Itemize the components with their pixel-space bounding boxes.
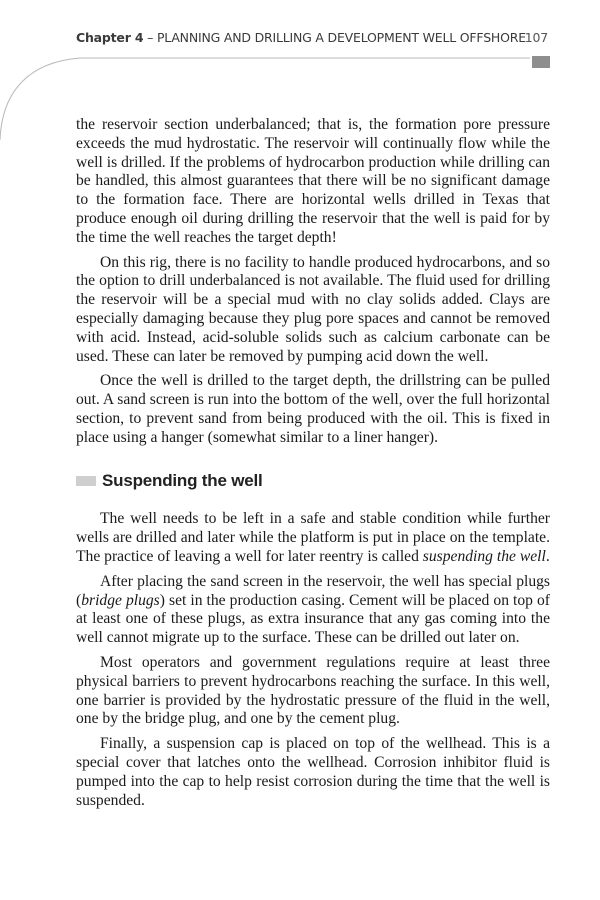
running-header [76,30,550,45]
header-separator: – [143,30,157,45]
paragraph: the reservoir section underbalanced; that is, the formation pore pressure exceeds the mud hydrostatic. The reservoir will continually flow while the well is drilled. If the problems of hydrocarbon production while drilling can be handled, this almost guarantees that there will be no significant damage to the formation face. There are horizontal wells drilled in Texas that produce enough oil during drilling the reservoir that the well is paid for by the time the well reaches the target depth! [76,116,550,246]
paragraph-text: After placing the sand screen in the reservoir, the well has special plugs ( [76,572,550,609]
section-heading [76,472,550,491]
section-heading-text: Suspending the well [102,470,263,490]
paragraph-text: ) set in the production casing. Cement will be placed on top of at least one of these plugs, as extra insurance that any gas coming into the well cannot migrate up to the surface. These can be drilled out later on. [76,591,551,647]
paragraph [76,573,550,648]
italic-term: bridge plugs [81,591,160,609]
chapter-tab-mark [532,56,550,68]
paragraph: Most operators and government regulations require at least three physical barriers to prevent hydrocarbons reaching the surface. In this well, one barrier is provided by the hydrostatic pressure of the fluid in the well, one by the bridge plug, and one by the cement plug. [76,653,550,728]
body-text [76,116,550,816]
paragraph-text: . [545,547,550,565]
paragraph-text: The well needs to be left in a safe and stable condition while further wells are drilled and later while the platform is put in place on the template. The practice of leaving a well for later reentry is called [76,510,550,565]
chapter-title: PLANNING AND DRILLING A DEVELOPMENT WELL OFFSHORE [156,30,526,45]
paragraph: Finally, a suspension cap is placed on top of the wellhead. This is a special cover that latches onto the wellhead. Corrosion inhibitor fluid is pumped into the cap to help resist corrosion during the time that the well is suspended. [76,735,550,809]
paragraph: On this rig, there is no facility to handle produced hydrocarbons, and so the option to drill underbalanced is not available. The fluid used for drilling the reservoir will be a special mud with no clay solids added. Clays are especially damaging because they plug pore spaces and cannot be removed with acid. Instead, acid-soluble solids such as calcium carbonate can be used. These can later be removed by pumping acid down the well. [76,253,550,365]
italic-term: suspending the well [422,547,546,565]
paragraph [76,510,550,566]
heading-bar-marker [76,476,96,486]
chapter-label: Chapter 4 [76,30,144,45]
page-number: 107 [524,30,548,45]
paragraph: Once the well is drilled to the target depth, the drillstring can be pulled out. A sand screen is run into the bottom of the well, over the full horizontal section, to prevent sand from being produced with the oil. This is fixed in place using a hanger (somewhat similar to a liner hanger). [76,372,550,446]
